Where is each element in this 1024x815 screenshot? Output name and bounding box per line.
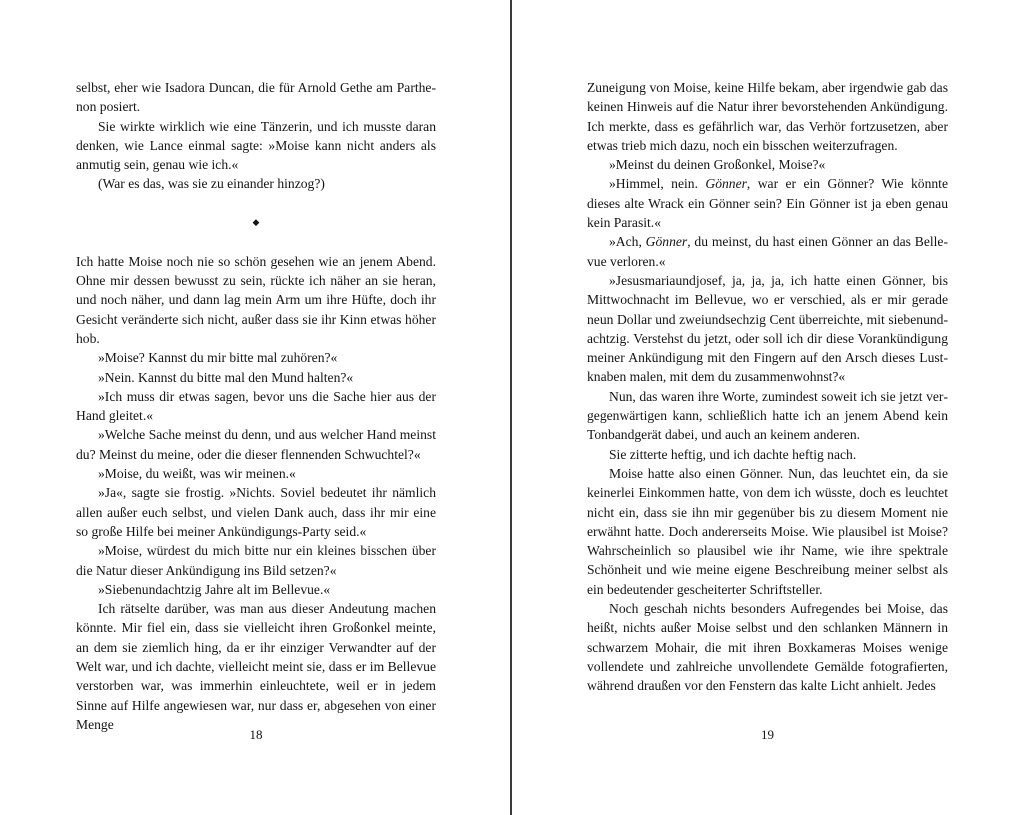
left-page-text [76, 78, 436, 734]
paragraph: Ich rätselte darüber, was man aus dieser Andeutung machen könnte. Mir fiel ein, dass sie vielleicht ihren Großonkel meinte, an dem sie ziemlich hing, da er ihr einziger Verwandter auf der Welt war, und ich dachte, vielleicht meint sie, dass er im Bellevue verstorben war, was immerhin einleuchtete, weil er in jedem Sinne auf Hilfe angewiesen war, nur dass er, abgesehen von einer Menge [76, 601, 436, 732]
paragraph: »Moise? Kannst du mir bitte mal zuhören?« [98, 350, 338, 366]
paragraph: »Ich muss dir etwas sagen, bevor uns die Sache hier aus der Hand gleitet.« [76, 388, 436, 424]
paragraph: »Meinst du deinen Großonkel, Moise?« [609, 157, 826, 173]
paragraph: »Siebenundachtzig Jahre alt im Bellevue.« [98, 581, 331, 597]
paragraph: »Moise, würdest du mich bitte nur ein kleines bisschen über die Natur dieser Ankündigung ins Bild setzen?« [76, 543, 436, 578]
paragraph: »Welche Sache meinst du denn, und aus welcher Hand meinst du? Meinst du meine, oder die dieser flennenden Schwuchtel?« [76, 427, 436, 462]
paragraph: Sie wirkte wirklich wie eine Tänzerin, und ich musste daran denken, wie Lance einmal sagte: »Moise kann nicht anders als anmutig sein, genau wie ich.« [76, 118, 436, 173]
right-page-text [587, 78, 948, 696]
paragraph: selbst, eher wie Isadora Duncan, die für Arnold Gethe am Parthenon posiert. [76, 80, 436, 115]
paragraph: Noch geschah nichts besonders Aufregendes bei Moise, das heißt, nichts außer Moise selbst und den schlanken Männern in schwarzem Mohair, die mit ihren Boxkameras Moises wenige vollendete und zahlreiche unvollendete Gemälde fotografierten, während draußen vor den Fenstern das kalte Licht anhielt. Jedes [587, 601, 948, 694]
paragraph: »Himmel, nein. Gönner, war er ein Gönner? Wie könnte dieses alte Wrack ein Gönner sein? Ein Gönner ist ja eben genau kein Parasit.« [587, 176, 948, 231]
paragraph: Moise hatte also einen Gönner. Nun, das leuchtet ein, da sie keinerlei Einkommen hatte, von dem ich wüsste, doch es leuchtet nicht ein, dass sie ihn mir gegenüber bis zu diesem Moment nie erwähnt hatte. Doch andererseits Moise. Wie plausibel ist Moise? Wahrscheinlich so plausibel wie ihr Name, wie ihre spektrale Schönheit und wie meine eigene Beschreibung meiner selbst als ein bedeutender gescheiterter Schriftsteller. [587, 465, 948, 597]
paragraph: Zuneigung von Moise, keine Hilfe bekam, aber irgendwie gab das keinen Hinweis auf die Natur ihrer bevorstehenden Ankündigung. Ich merkte, dass es gefährlich war, das Verhör fortzusetzen, aber etwas trieb mich dazu, noch ein bisschen weiterzufragen. [587, 80, 948, 153]
paragraph: »Nein. Kannst du bitte mal den Mund halten?« [98, 369, 354, 385]
page-number: 18 [249, 727, 263, 742]
paragraph: »Moise, du weißt, was wir meinen.« [98, 466, 296, 482]
paragraph: »Jesusmariaundjosef, ja, ja, ja, ich hatte einen Gönner, bis Mittwochnacht im Bellevue, wo er verschied, als er mir gerade neun Dollar und zweiundsechzig Cent überreichte, mit siebenundachtzig. Verstehst du jetzt, oder soll ich dir diese Vorankündigung meiner Ankündigung mit den Fingern auf den Arsch dieses Lustknaben malen, mit dem du zusammenwohnst?« [587, 272, 948, 385]
page-number: 19 [761, 727, 774, 742]
left-page [0, 0, 510, 815]
paragraph: »Ja«, sagte sie frostig. »Nichts. Soviel bedeutet ihr nämlich allen außer euch selbst, und vielen Dank auch, dass ihr mir eine so große Hilfe bei meiner Ankündigungs-Party seid.« [76, 485, 436, 539]
paragraph: Nun, das waren ihre Worte, zumindest soweit ich sie jetzt vergegenwärtigen kann, schließlich hatte ich an jenem Abend kein Tonbandgerät dabei, und auch an keinem anderen. [587, 388, 948, 443]
paragraph: »Ach, Gönner, du meinst, du hast einen Gönner an das Bellevue verloren.« [587, 234, 948, 269]
paragraph: Sie zitterte heftig, und ich dachte heftig nach. [609, 446, 857, 462]
section-break-ornament: ◆ [252, 217, 260, 228]
paragraph: (War es das, was sie zu einander hinzog?) [98, 176, 325, 192]
paragraph: Ich hatte Moise noch nie so schön gesehen wie an jenem Abend. Ohne mir dessen bewusst zu sein, rückte ich näher an sie heran, und noch näher, und dann lag mein Arm um ihre Hüfte, doch ihr Gesicht veränderte sich nicht, außer dass sie ihr Kinn etwas höher hob. [76, 253, 436, 346]
right-page [512, 0, 1024, 815]
